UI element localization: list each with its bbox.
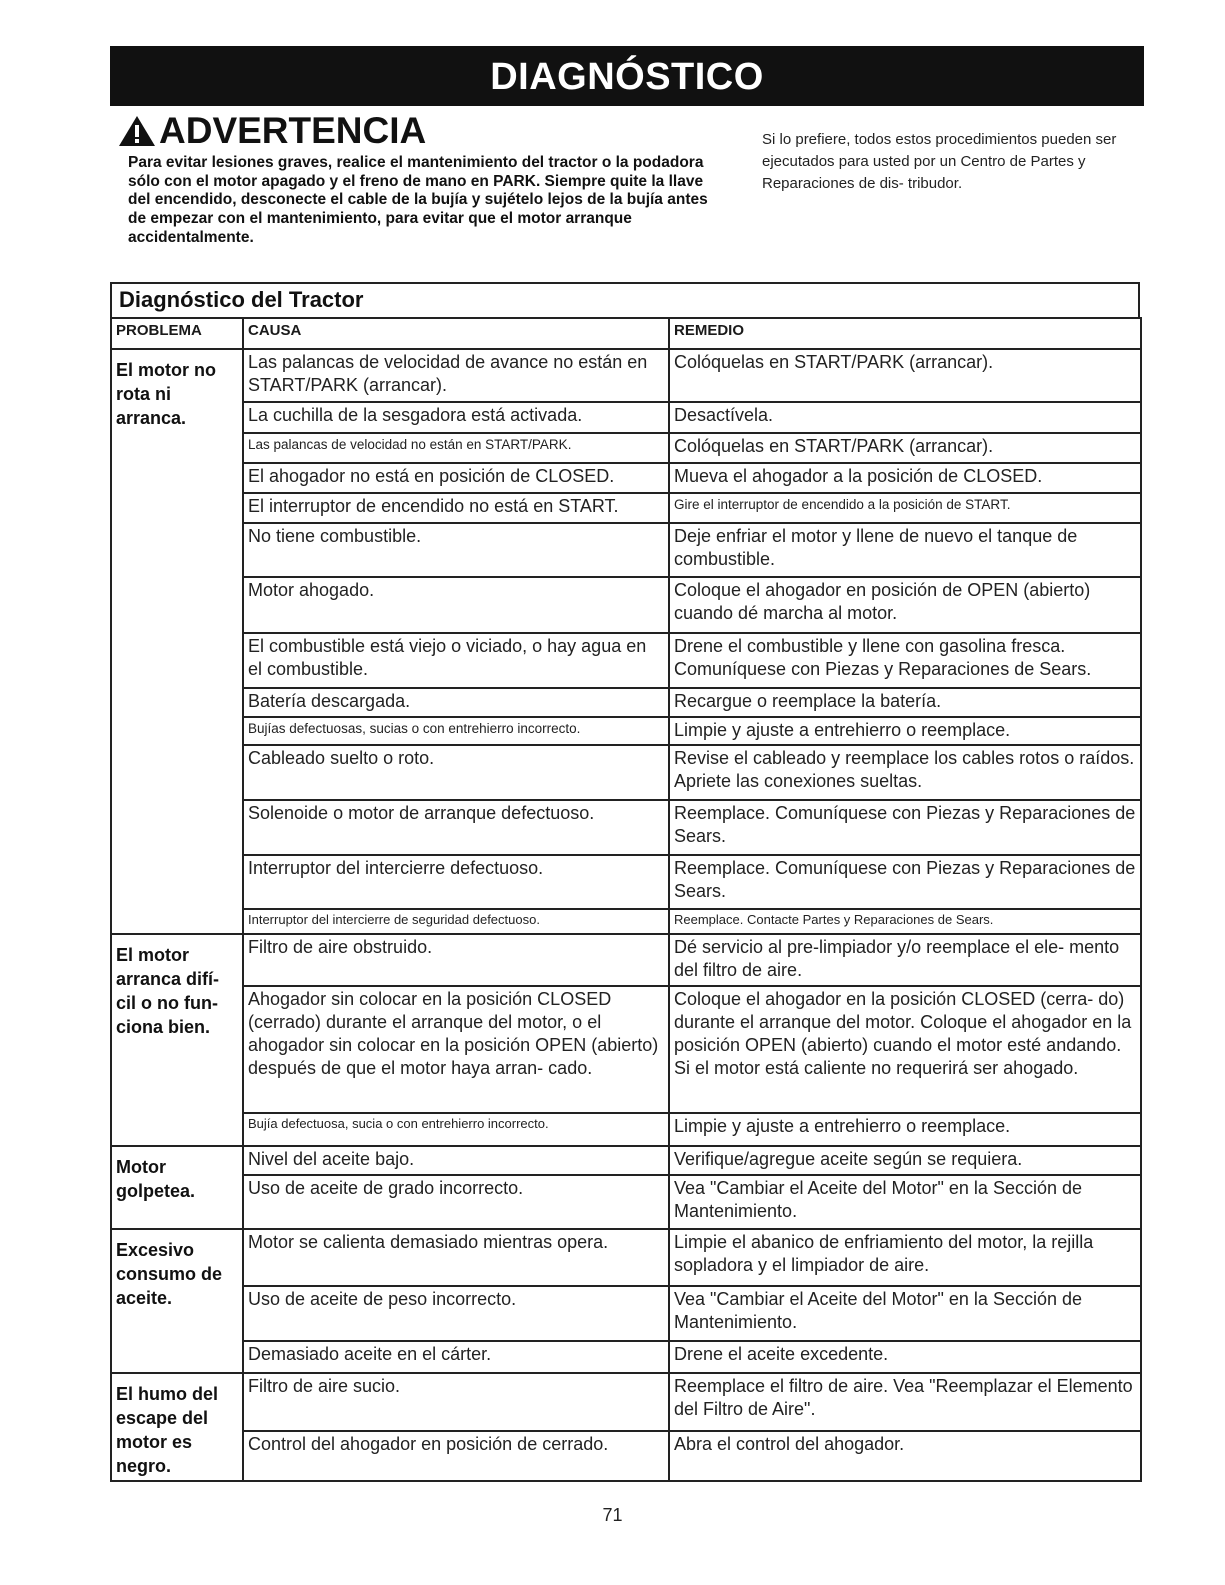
table-row [111, 1286, 1141, 1341]
problem-cell: El motor arranca difí- cil o no fun- ciona bien. [111, 934, 243, 1146]
remedy-cell: Limpie el abanico de enfriamiento del motor, la rejilla sopladora y el limpiador de aire. [669, 1229, 1141, 1286]
cause-cell: El ahogador no está en posición de CLOSED. [243, 463, 669, 493]
cause-cell: El interruptor de encendido no está en START. [243, 493, 669, 523]
cause-cell: Filtro de aire obstruido. [243, 934, 669, 986]
cause-cell: El combustible está viejo o viciado, o hay agua en el combustible. [243, 633, 669, 688]
cause-cell: Control del ahogador en posición de cerrado. [243, 1431, 669, 1481]
table-row [111, 633, 1141, 688]
remedy-cell: Verifique/agregue aceite según se requiera. [669, 1146, 1141, 1175]
remedy-cell: Coloque el ahogador en posición de OPEN (abierto) cuando dé marcha al motor. [669, 577, 1141, 633]
diagnostic-table [110, 317, 1142, 1482]
cause-cell: Demasiado aceite en el cárter. [243, 1341, 669, 1373]
remedy-cell: Desactívela. [669, 402, 1141, 433]
problem-cell: El motor no rota ni arranca. [111, 349, 243, 934]
cause-cell: Las palancas de velocidad de avance no están en START/PARK (arrancar). [243, 349, 669, 402]
table-title: Diagnóstico del Tractor [119, 287, 364, 312]
remedy-cell: Abra el control del ahogador. [669, 1431, 1141, 1481]
warning-text: Para evitar lesiones graves, realice el mantenimiento del tractor o la podadora sólo con el motor apagado y el freno de mano en PARK. Siempre quite la llave del encendido, desconecte el cable de la bujía y sujételo lejos de la bujía antes de empezar con el mantenimiento, para evitar que el motor arranque accidentalmente. [128, 154, 708, 246]
table-row [111, 577, 1141, 633]
table-row [111, 523, 1141, 577]
table-row [111, 402, 1141, 433]
table-row [111, 1341, 1141, 1373]
warning-triangle-icon [117, 114, 157, 148]
problem-cell: Motor golpetea. [111, 1146, 243, 1229]
table-row [111, 855, 1141, 909]
cause-cell: Bujía defectuosa, sucia o con entrehierro incorrecto. [243, 1113, 669, 1146]
remedy-cell: Recargue o reemplace la batería. [669, 688, 1141, 717]
table-row [111, 463, 1141, 493]
table-row [111, 433, 1141, 463]
table-header-row [111, 318, 1141, 349]
cause-cell: Uso de aceite de grado incorrecto. [243, 1175, 669, 1229]
remedy-cell: Reemplace. Comuníquese con Piezas y Reparaciones de Sears. [669, 855, 1141, 909]
remedy-cell: Reemplace el filtro de aire. Vea "Reemplazar el Elemento del Filtro de Aire". [669, 1373, 1141, 1431]
remedy-cell: Drene el combustible y llene con gasolina fresca. Comuníquese con Piezas y Reparaciones de Sears. [669, 633, 1141, 688]
warning-title: ADVERTENCIA [159, 110, 427, 151]
cause-cell: Motor se calienta demasiado mientras opera. [243, 1229, 669, 1286]
remedy-cell: Reemplace. Contacte Partes y Reparaciones de Sears. [669, 909, 1141, 934]
cause-cell: Bujías defectuosas, sucias o con entrehierro incorrecto. [243, 717, 669, 745]
header-causa: CAUSA [243, 318, 669, 349]
remedy-cell: Colóquelas en START/PARK (arrancar). [669, 433, 1141, 463]
remedy-cell: Vea "Cambiar el Aceite del Motor" en la Sección de Mantenimiento. [669, 1175, 1141, 1229]
table-row [111, 934, 1141, 986]
cause-cell: Interruptor del intercierre defectuoso. [243, 855, 669, 909]
page-number: 71 [602, 1505, 623, 1525]
table-row [111, 909, 1141, 934]
table-row [111, 745, 1141, 800]
cause-cell: La cuchilla de la sesgadora está activada. [243, 402, 669, 433]
cause-cell: Nivel del aceite bajo. [243, 1146, 669, 1175]
table-row [111, 986, 1141, 1113]
remedy-cell: Limpie y ajuste a entrehierro o reemplace. [669, 717, 1141, 745]
table-row [111, 1373, 1141, 1431]
remedy-cell: Deje enfriar el motor y llene de nuevo el tanque de combustible. [669, 523, 1141, 577]
cause-cell: Solenoide o motor de arranque defectuoso. [243, 800, 669, 855]
table-row [111, 349, 1141, 402]
header-remedio: REMEDIO [669, 318, 1141, 349]
cause-cell: Interruptor del intercierre de seguridad defectuoso. [243, 909, 669, 934]
header-problema: PROBLEMA [111, 318, 243, 349]
table-row [111, 1175, 1141, 1229]
problem-cell: El humo del escape del motor es negro. [111, 1373, 243, 1481]
cause-cell: Uso de aceite de peso incorrecto. [243, 1286, 669, 1341]
problem-cell: Excesivo consumo de aceite. [111, 1229, 243, 1373]
remedy-cell: Vea "Cambiar el Aceite del Motor" en la Sección de Mantenimiento. [669, 1286, 1141, 1341]
table-row [111, 1146, 1141, 1175]
cause-cell: Ahogador sin colocar en la posición CLOSED (cerrado) durante el arranque del motor, o el ahogador sin colocar en la posición OPEN (abierto) después de que el motor haya arran- cado. [243, 986, 669, 1113]
service-note: Si lo prefiere, todos estos procedimientos pueden ser ejecutados para usted por un Centro de Partes y Reparaciones de dis- tribudor. [762, 131, 1117, 192]
remedy-cell: Drene el aceite excedente. [669, 1341, 1141, 1373]
remedy-cell: Reemplace. Comuníquese con Piezas y Reparaciones de Sears. [669, 800, 1141, 855]
table-title-bar [110, 282, 1140, 317]
table-row [111, 493, 1141, 523]
remedy-cell: Gire el interruptor de encendido a la posición de START. [669, 493, 1141, 523]
table-row [111, 1113, 1141, 1146]
remedy-cell: Mueva el ahogador a la posición de CLOSED. [669, 463, 1141, 493]
table-row [111, 800, 1141, 855]
remedy-cell: Dé servicio al pre-limpiador y/o reemplace el ele- mento del filtro de aire. [669, 934, 1141, 986]
cause-cell: Cableado suelto o roto. [243, 745, 669, 800]
warning-heading [117, 110, 426, 152]
remedy-cell: Colóquelas en START/PARK (arrancar). [669, 349, 1141, 402]
remedy-cell: Coloque el ahogador en la posición CLOSED (cerra- do) durante el arranque del motor. Coloque el ahogador en la posición OPEN (abierto) cuando el motor esté andando. Si el motor está caliente no requerirá ser ahogado. [669, 986, 1141, 1113]
remedy-cell: Revise el cableado y reemplace los cables rotos o raídos. Apriete las conexiones sueltas. [669, 745, 1141, 800]
cause-cell: Filtro de aire sucio. [243, 1373, 669, 1431]
section-banner: DIAGNÓSTICO [110, 46, 1144, 106]
cause-cell: No tiene combustible. [243, 523, 669, 577]
table-row [111, 717, 1141, 745]
table-row [111, 1431, 1141, 1481]
table-row [111, 1229, 1141, 1286]
cause-cell: Batería descargada. [243, 688, 669, 717]
remedy-cell: Limpie y ajuste a entrehierro o reemplace. [669, 1113, 1141, 1146]
cause-cell: Las palancas de velocidad no están en START/PARK. [243, 433, 669, 463]
cause-cell: Motor ahogado. [243, 577, 669, 633]
table-row [111, 688, 1141, 717]
